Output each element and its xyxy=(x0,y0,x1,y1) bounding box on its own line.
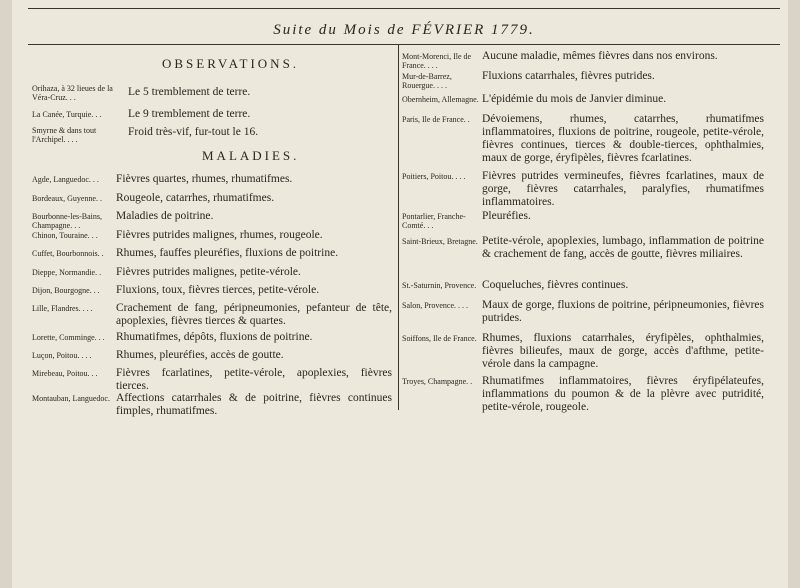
entry-place: Saint-Brieux, Bretagne. xyxy=(402,237,478,246)
header-rule-bottom xyxy=(28,44,780,45)
running-head: Suite du Mois de FÉVRIER 1779. xyxy=(273,22,535,38)
entry-place: Bourbonne-les-Bains, Champagne. . . xyxy=(32,212,102,230)
entry-place: Pontarlier, Franche-Comté. . . xyxy=(402,212,466,230)
entry-place: Lorette, Comminge. . . xyxy=(32,333,105,342)
entry-text: Maux de gorge, fluxions de poitrine, péripneumonies, fièvres putrides. xyxy=(482,299,764,324)
entry-place: Salon, Provence. . . . xyxy=(402,301,468,310)
entry-place: Dieppe, Normandie. . xyxy=(32,268,102,277)
entry-place: Lille, Flandres. . . . xyxy=(32,304,93,313)
entry-text: Petite-vérole, apoplexies, lumbago, inflammation de poitrine & crachement de fang, accès de goutte, fièvres miliaires. xyxy=(482,235,764,260)
entry-text: Froid très-vif, fur-tout le 16. xyxy=(128,126,259,138)
entry-place: Agde, Languedoc. . . xyxy=(32,175,99,184)
entry-text: Fluxions catarrhales, fièvres putrides. xyxy=(482,70,655,82)
column-divider xyxy=(398,45,399,410)
entry-text: Rhumes, fluxions catarrhales, éryfipèles, ophthalmies, fièvres bilieufes, maux de gorge, accès d'afthme, petite-vérole dans la campagne. xyxy=(482,332,764,370)
entry-text: Rougeole, catarrhes, rhumatifmes. xyxy=(116,192,275,204)
header-rule-top xyxy=(28,8,780,9)
entry-text: Rhumes, pleuréfies, accès de goutte. xyxy=(116,349,284,361)
page xyxy=(12,0,788,588)
entry-text: Le 5 tremblement de terre. xyxy=(128,86,251,98)
entry-text: Rhumes, fauffes pleuréfies, fluxions de poitrine. xyxy=(116,247,339,259)
observations-title: OBSERVATIONS. xyxy=(162,56,300,71)
entry-text: Aucune maladie, mêmes fièvres dans nos environs. xyxy=(482,50,718,62)
entry-text: Fièvres putrides vermineufes, fièvres fcarlatines, maux de gorge, fièvres catarrhales, paralyfies, rhumatifmes inflammatoires. xyxy=(482,170,764,208)
entry-text: Affections catarrhales & de poitrine, fièvres continues fimples, rhumatifmes. xyxy=(116,392,392,417)
entry-place: Poitiers, Poitou. . . . xyxy=(402,172,466,181)
entry-text: Fièvres putrides malignes, rhumes, rougeole. xyxy=(116,229,323,241)
entry-place: Obernheim, Allemagne. xyxy=(402,95,479,104)
entry-place: Montauban, Languedoc. xyxy=(32,394,110,403)
entry-place: St.-Saturnin, Provence. xyxy=(402,281,477,290)
entry-text: Le 9 tremblement de terre. xyxy=(128,108,251,120)
entry-place: Mur-de-Barrez, Rouergue. . . . xyxy=(402,72,452,90)
entry-text: Fièvres fcarlatines, petite-vérole, apoplexies, fièvres tierces. xyxy=(116,367,392,392)
entry-text: Rhumatifmes, dépôts, fluxions de poitrine. xyxy=(116,331,313,343)
entry-text: L'épidémie du mois de Janvier diminue. xyxy=(482,93,667,105)
entry-text: Coqueluches, fièvres continues. xyxy=(482,279,629,291)
maladies-title: MALADIES. xyxy=(202,148,300,163)
entry-place: La Canée, Turquie. . . xyxy=(32,110,102,119)
entry-text: Fluxions, toux, fièvres tierces, petite-vérole. xyxy=(116,284,320,296)
entry-text: Dévoiemens, rhumes, catarrhes, rhumatifmes inflammatoires, fluxions de poitrine, rougeole, petite-vérole, fièvres continues, tierces & double-tierces, ophthalmies, maux de gorge, éryfipèles, fièvres fcarlatines. xyxy=(482,113,764,164)
entry-text: Rhumatifmes inflammatoires, fièvres éryfipélateufes, inflammations du poumon & de la plèvre avec putridité, petite-vérole, rougeole. xyxy=(482,375,764,413)
entry-place: Chinon, Touraine. . . xyxy=(32,231,98,240)
entry-place: Mirebeau, Poitou. . . xyxy=(32,369,98,378)
entry-place: Orihaza, à 32 lieues de la Véra-Cruz. . . xyxy=(32,84,113,102)
entry-text: Pleuréfies. xyxy=(482,210,531,222)
entry-place: Dijon, Bourgogne. . . xyxy=(32,286,100,295)
entry-place: Soiffons, Ile de France. xyxy=(402,334,477,343)
entry-place: Paris, Ile de France. . xyxy=(402,115,470,124)
entry-place: Luçon, Poitou. . . . xyxy=(32,351,92,360)
entry-place: Troyes, Champagne. . xyxy=(402,377,473,386)
entry-text: Crachement de fang, péripneumonies, pefanteur de tête, apoplexies, fièvres tierces & quartes. xyxy=(116,302,392,327)
entry-place: Cuffet, Bourbonnois. . xyxy=(32,249,104,258)
entry-text: Maladies de poitrine. xyxy=(116,210,214,222)
entry-place: Smyrne & dans tout l'Archipel. . . . xyxy=(32,126,97,144)
entry-place: Mont-Morenci, Ile de France. . . . xyxy=(402,52,472,70)
entry-place: Bordeaux, Guyenne. . xyxy=(32,194,102,203)
entry-text: Fièvres quartes, rhumes, rhumatifmes. xyxy=(116,173,293,185)
entry-text: Fièvres putrides malignes, petite-vérole. xyxy=(116,266,301,278)
